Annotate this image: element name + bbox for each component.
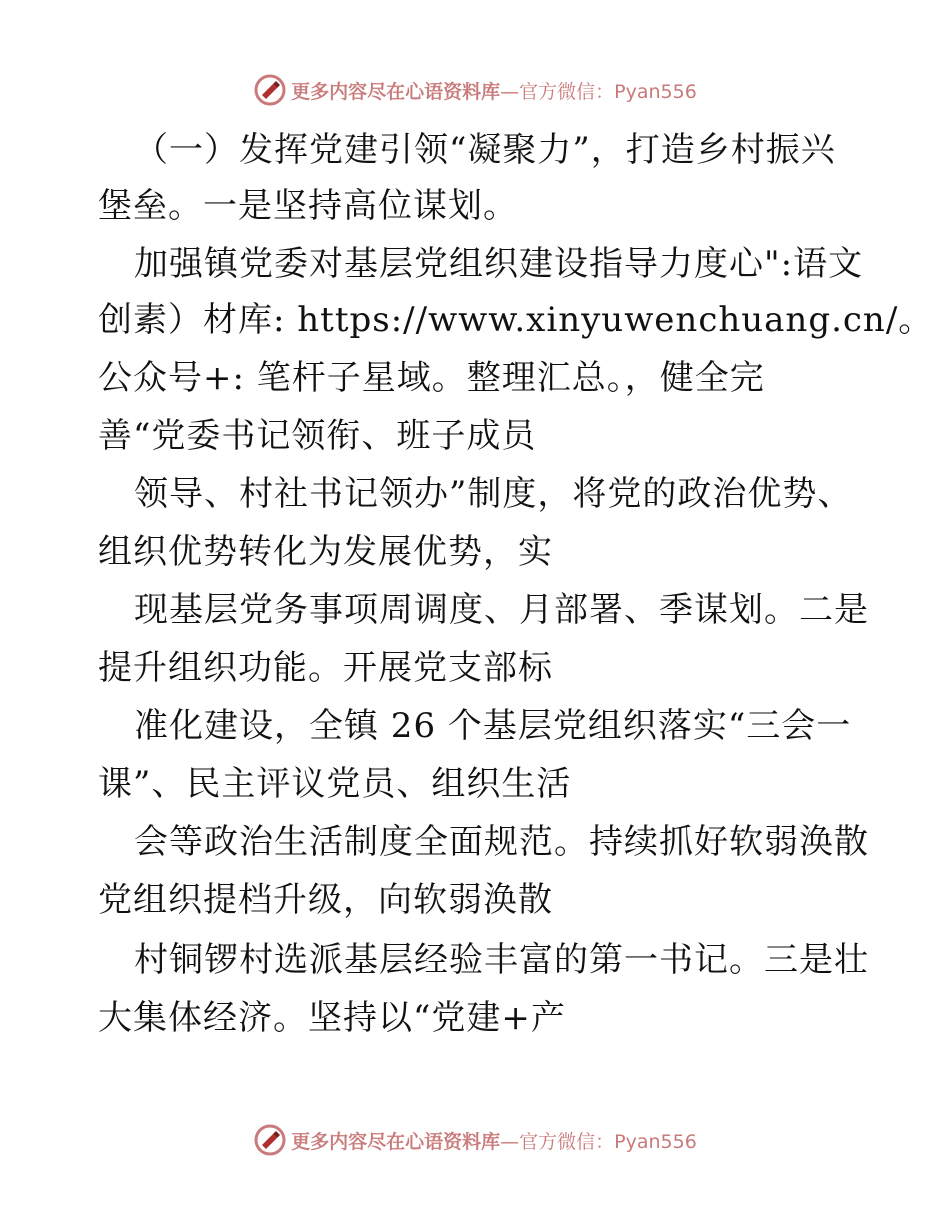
text-line: 组织优势转化为发展优势，实 (98, 532, 553, 572)
text-line: 加强镇党委对基层党组织建设指导力度心":语文 (134, 244, 864, 284)
watermark-main-text: 更多内容尽在心语资料库 (291, 80, 501, 103)
text-line: 党组织提档升级，向软弱涣散 (98, 880, 553, 920)
watermark-main-text: 更多内容尽在心语资料库 (291, 1130, 501, 1153)
header-watermark (0, 70, 950, 110)
logo-icon (253, 1123, 287, 1157)
logo-icon (253, 73, 287, 107)
text-line: 提升组织功能。开展党支部标 (98, 648, 553, 688)
text-line: 课”、民主评议党员、组织生活 (98, 764, 572, 804)
text-line: 创素）材库: https://www.xinyuwenchuang.cn/。 (98, 300, 934, 340)
text-line: 堡垒。一是坚持高位谋划。 (98, 186, 518, 226)
watermark-sub-text: —官方微信：Pyan556 (500, 80, 697, 103)
text-line: 大集体经济。坚持以“党建+产 (98, 998, 566, 1038)
text-line: 领导、村社书记领办”制度，将党的政治优势、 (134, 474, 853, 514)
text-line: 公众号+: 笔杆子星域。整理汇总。，健全完 (98, 358, 765, 398)
text-line: 现基层党务事项周调度、月部署、季谋划。二是 (134, 590, 869, 630)
text-line: 村铜锣村选派基层经验丰富的第一书记。三是壮 (134, 940, 869, 980)
text-line: （一）发挥党建引领“凝聚力”，打造乡村振兴 (134, 130, 836, 170)
watermark-sub-text: —官方微信：Pyan556 (500, 1130, 697, 1153)
footer-watermark (0, 1120, 950, 1160)
text-line: 善“党委书记领衔、班子成员 (98, 416, 537, 456)
text-line: 会等政治生活制度全面规范。持续抓好软弱涣散 (134, 822, 869, 862)
text-line: 准化建设，全镇 26 个基层党组织落实“三会一 (134, 706, 852, 746)
